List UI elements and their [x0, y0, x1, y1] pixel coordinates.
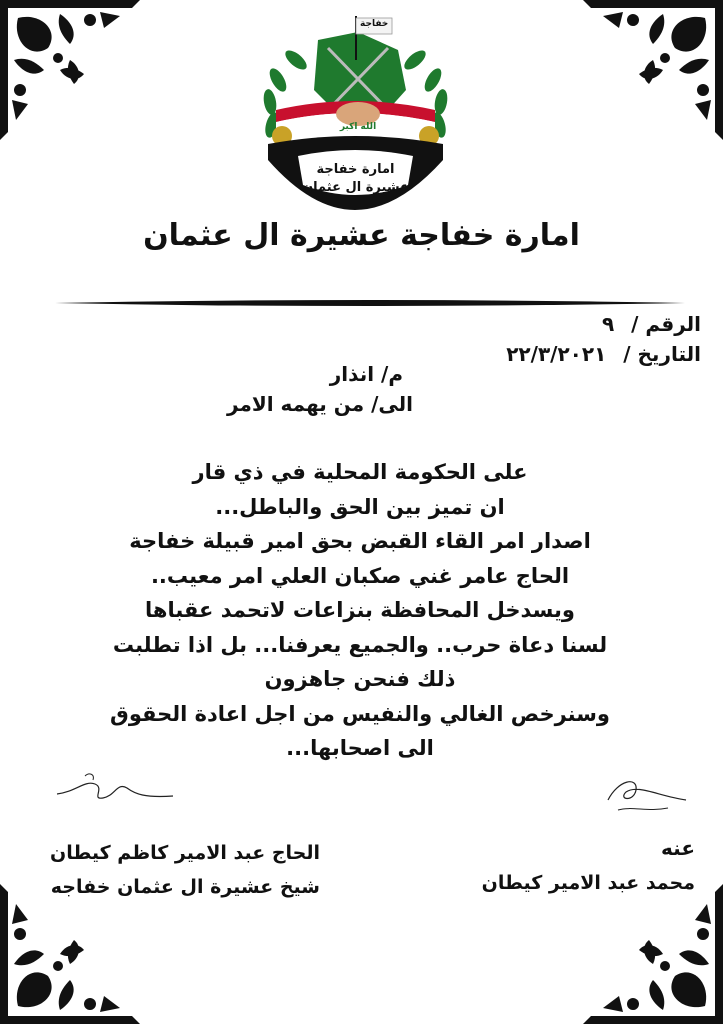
date-row	[496, 342, 701, 366]
body-line: ويسدخل المحافظة بنزاعات لاتحمد عقباها	[145, 598, 575, 622]
tribe-emblem	[248, 10, 463, 210]
recipient-line: الى/ من يهمه الامر	[227, 392, 413, 416]
date-value: ٢٢/٣/٢٠٢١	[506, 342, 607, 366]
signature-icon	[598, 770, 688, 820]
reference-value: ٩	[601, 312, 615, 336]
body-line: على الحكومة المحلية في ذي قار	[192, 460, 528, 484]
emblem-flag-text: خفاجة	[360, 19, 389, 29]
ornament-icon	[583, 0, 723, 140]
reference-label: الرقم /	[631, 312, 701, 336]
ornament-icon	[0, 0, 140, 140]
header-divider	[55, 292, 685, 300]
right-signatory-name: محمد عبد الامير كيطان	[481, 872, 695, 894]
left-signatory-name: الحاج عبد الامير كاظم كيطان	[50, 842, 320, 864]
letter-body	[60, 455, 660, 766]
body-line: وسنرخص الغالي والنفيس من اجل اعادة الحقوق	[110, 701, 610, 726]
body-line: اصدار امر القاء القبض بحق امير قبيلة خفاجة	[129, 529, 591, 553]
body-line: ان تميز بين الحق والباطل...	[215, 494, 505, 519]
reference-row	[592, 312, 701, 336]
left-signatory-title: شيخ عشيرة ال عثمان خفاجه	[50, 876, 320, 898]
right-signature	[598, 770, 688, 820]
emblem-line-2: عشيرة ال عثمان	[302, 180, 409, 195]
left-signature	[55, 770, 175, 810]
corner-ornament-top-right	[583, 0, 723, 140]
emblem-allahu-akbar: الله اكبر	[339, 122, 377, 132]
corner-ornament-top-left	[0, 0, 140, 140]
right-on-behalf-label: عنه	[661, 836, 695, 860]
date-label: التاريخ /	[623, 342, 701, 366]
subject-line: م/ انذار	[329, 362, 403, 386]
corner-ornament-bottom-right	[583, 884, 723, 1024]
page-title: امارة خفاجة عشيرة ال عثمان	[143, 218, 580, 253]
body-line: لسنا دعاة حرب.. والجميع يعرفنا... بل اذا تطلبت	[112, 632, 608, 657]
signature-icon	[55, 770, 175, 810]
body-line: الحاج عامر غني صكبان العلي امر معيب..	[150, 563, 570, 588]
body-line: ذلك فنحن جاهزون	[264, 667, 456, 691]
body-line: الى اصحابها...	[286, 736, 434, 760]
ornament-icon	[0, 884, 140, 1024]
emblem-line-1: امارة خفاجة	[316, 162, 395, 177]
corner-ornament-bottom-left	[0, 884, 140, 1024]
ornament-icon	[583, 884, 723, 1024]
